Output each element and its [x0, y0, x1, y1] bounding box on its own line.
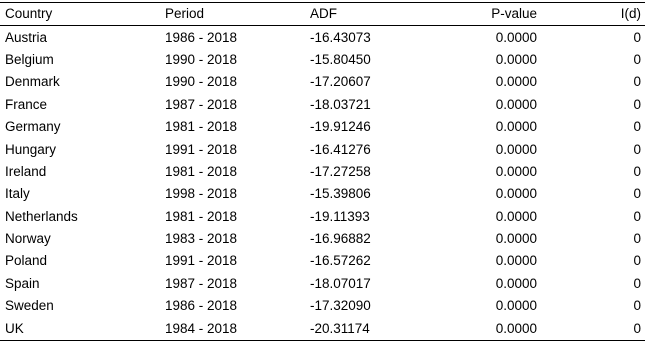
- table-row: [0, 161, 645, 183]
- cell-period: 1987 - 2018: [165, 96, 238, 112]
- cell-integration-order: 0: [633, 186, 641, 202]
- header-pvalue: P-value: [491, 6, 537, 22]
- cell-period: 1990 - 2018: [165, 51, 238, 67]
- cell-adf: -17.32090: [310, 298, 371, 314]
- cell-pvalue: 0.0000: [495, 29, 537, 45]
- cell-country: Norway: [5, 231, 51, 247]
- cell-pvalue: 0.0000: [495, 74, 537, 90]
- cell-adf: -19.91246: [310, 119, 371, 135]
- table-row: [0, 206, 645, 228]
- cell-country: Sweden: [5, 298, 54, 314]
- header-period: Period: [165, 6, 205, 22]
- cell-integration-order: 0: [633, 96, 641, 112]
- cell-country: Belgium: [5, 51, 54, 67]
- cell-country: Austria: [5, 29, 48, 45]
- table-header: [0, 3, 645, 26]
- cell-country: Germany: [5, 119, 61, 135]
- cell-pvalue: 0.0000: [495, 141, 537, 157]
- header-integration-order: I(d): [620, 6, 641, 22]
- cell-integration-order: 0: [633, 253, 641, 269]
- header-country: Country: [5, 6, 53, 22]
- cell-period: 1986 - 2018: [165, 29, 238, 45]
- cell-adf: -19.11393: [310, 208, 370, 224]
- cell-adf: -17.27258: [310, 163, 371, 179]
- cell-integration-order: 0: [633, 163, 641, 179]
- cell-period: 1981 - 2018: [165, 163, 238, 179]
- cell-adf: -16.43073: [310, 29, 371, 45]
- table-row: [0, 138, 645, 160]
- header-row: [0, 3, 645, 26]
- cell-country: Spain: [5, 275, 40, 291]
- cell-country: Ireland: [5, 163, 47, 179]
- cell-pvalue: 0.0000: [495, 275, 537, 291]
- table-row: [0, 94, 645, 116]
- cell-adf: -17.20607: [310, 74, 371, 90]
- adf-results-table-container: [0, 2, 640, 341]
- cell-country: Denmark: [5, 74, 60, 90]
- cell-integration-order: 0: [633, 29, 641, 45]
- cell-pvalue: 0.0000: [495, 51, 537, 67]
- cell-period: 1991 - 2018: [165, 141, 238, 157]
- cell-pvalue: 0.0000: [495, 96, 537, 112]
- table-row: [0, 228, 645, 250]
- table-body: [0, 26, 645, 340]
- cell-adf: -16.41276: [310, 141, 371, 157]
- cell-pvalue: 0.0000: [495, 298, 537, 314]
- cell-adf: -16.96882: [310, 231, 371, 247]
- cell-country: France: [5, 96, 48, 112]
- table-row: [0, 49, 645, 71]
- cell-integration-order: 0: [633, 320, 641, 336]
- cell-pvalue: 0.0000: [495, 231, 537, 247]
- cell-period: 1991 - 2018: [165, 253, 238, 269]
- cell-country: UK: [5, 320, 24, 336]
- cell-period: 1984 - 2018: [165, 320, 238, 336]
- cell-integration-order: 0: [633, 141, 641, 157]
- table-row: [0, 273, 645, 295]
- table-row: [0, 250, 645, 272]
- adf-results-table: [0, 2, 645, 341]
- cell-period: 1983 - 2018: [165, 231, 238, 247]
- cell-adf: -16.57262: [310, 253, 371, 269]
- cell-adf: -18.03721: [310, 96, 371, 112]
- cell-pvalue: 0.0000: [495, 208, 537, 224]
- cell-period: 1990 - 2018: [165, 74, 238, 90]
- table-row: [0, 183, 645, 205]
- cell-adf: -20.31174: [310, 320, 370, 336]
- cell-period: 1986 - 2018: [165, 298, 238, 314]
- cell-integration-order: 0: [633, 298, 641, 314]
- cell-period: 1987 - 2018: [165, 275, 238, 291]
- table-row: [0, 295, 645, 317]
- cell-period: 1998 - 2018: [165, 186, 238, 202]
- cell-country: Hungary: [5, 141, 57, 157]
- table-row: [0, 71, 645, 93]
- cell-country: Poland: [5, 253, 48, 269]
- header-adf: ADF: [310, 6, 337, 22]
- cell-period: 1981 - 2018: [165, 119, 238, 135]
- cell-integration-order: 0: [633, 119, 641, 135]
- cell-adf: -15.80450: [310, 51, 371, 67]
- cell-adf: -15.39806: [310, 186, 371, 202]
- cell-period: 1981 - 2018: [165, 208, 238, 224]
- cell-pvalue: 0.0000: [495, 163, 537, 179]
- cell-pvalue: 0.0000: [495, 320, 537, 336]
- cell-country: Netherlands: [5, 208, 78, 224]
- cell-country: Italy: [5, 186, 30, 202]
- cell-integration-order: 0: [633, 74, 641, 90]
- cell-pvalue: 0.0000: [495, 119, 537, 135]
- cell-adf: -18.07017: [310, 275, 371, 291]
- table-row: [0, 317, 645, 340]
- cell-pvalue: 0.0000: [495, 253, 537, 269]
- cell-integration-order: 0: [633, 275, 641, 291]
- cell-integration-order: 0: [633, 231, 641, 247]
- cell-integration-order: 0: [633, 51, 641, 67]
- cell-pvalue: 0.0000: [495, 186, 537, 202]
- cell-integration-order: 0: [633, 208, 641, 224]
- table-row: [0, 116, 645, 138]
- table-row: [0, 26, 645, 49]
